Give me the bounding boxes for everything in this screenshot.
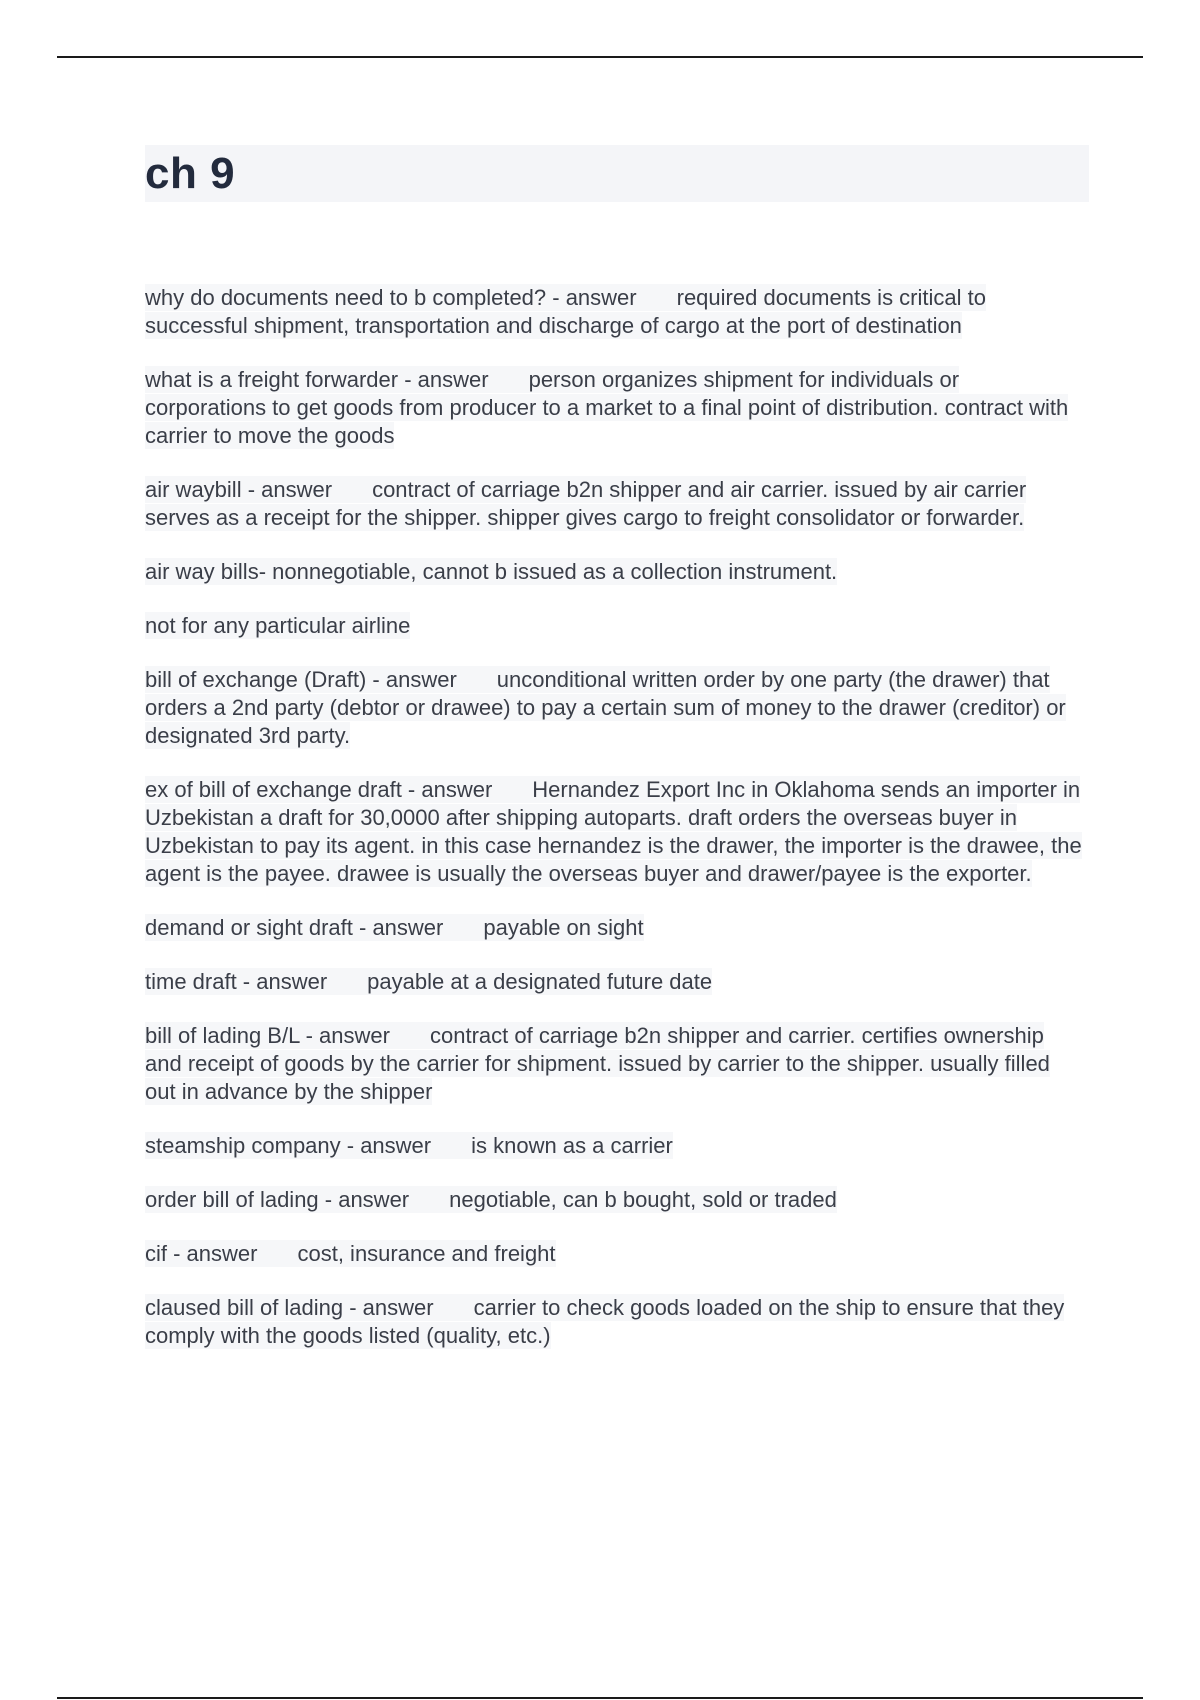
card-definition: contract of carriage b2n shipper and air carrier. issued by air carrier serves as a receipt for the shipper. shipper gives cargo to freight consolidator or forwarder. [145,477,1027,530]
flashcard-list [145,284,1085,1376]
flashcard [145,558,1085,586]
bottom-rule [57,1697,1143,1699]
card-definition: is known as a carrier [471,1133,673,1158]
card-term: claused bill of lading - answer [145,1295,434,1320]
card-term: order bill of lading - answer [145,1187,410,1212]
card-term: demand or sight draft - answer [145,915,444,940]
card-term: cif - answer [145,1241,258,1266]
flashcard [145,666,1085,750]
flashcard [145,284,1085,340]
flashcard [145,476,1085,532]
card-definition: unconditional written order by one party (the drawer) that orders a 2nd party (debtor or drawee) to pay a certain sum of money to the drawer (creditor) or designated 3rd party. [145,667,1066,748]
flashcard [145,612,1085,640]
page-title: ch 9 [145,149,236,198]
flashcard [145,776,1085,888]
card-term: bill of exchange (Draft) - answer [145,667,457,692]
card-term: air way bills- nonnegotiable, cannot b issued as a collection instrument. [145,559,838,584]
card-definition: carrier to check goods loaded on the ship to ensure that they comply with the goods listed (quality, etc.) [145,1295,1065,1348]
card-definition: payable on sight [483,915,644,940]
flashcard [145,1022,1085,1106]
card-term: ex of bill of exchange draft - answer [145,777,493,802]
card-term: why do documents need to b completed? - answer [145,285,637,310]
card-term: steamship company - answer [145,1133,432,1158]
card-term: time draft - answer [145,969,328,994]
card-definition: payable at a designated future date [367,969,713,994]
card-term: air waybill - answer [145,477,333,502]
card-definition: required documents is critical to successful shipment, transportation and discharge of cargo at the port of destination [145,285,986,338]
flashcard [145,1240,1085,1268]
flashcard [145,968,1085,996]
title-band [145,145,1089,202]
card-definition: contract of carriage b2n shipper and carrier. certifies ownership and receipt of goods by the carrier for shipment. issued by carrier to the shipper. usually filled out in advance by the shipper [145,1023,1050,1104]
flashcard [145,1294,1085,1350]
card-definition: cost, insurance and freight [297,1241,556,1266]
flashcard [145,914,1085,942]
card-definition: Hernandez Export Inc in Oklahoma sends an importer in Uzbekistan a draft for 30,0000 after shipping autoparts. draft orders the overseas buyer in Uzbekistan to pay its agent. in this case hernandez is the drawer, the importer is the drawee, the agent is the payee. drawee is usually the overseas buyer and drawer/payee is the exporter. [145,777,1082,886]
card-definition: negotiable, can b bought, sold or traded [449,1187,837,1212]
card-term: bill of lading B/L - answer [145,1023,390,1048]
flashcard [145,1186,1085,1214]
flashcard [145,366,1085,450]
top-rule [57,56,1143,58]
card-term: not for any particular airline [145,613,411,638]
card-term: what is a freight forwarder - answer [145,367,489,392]
card-definition: person organizes shipment for individuals or corporations to get goods from producer to a market to a final point of distribution. contract with carrier to move the goods [145,367,1069,448]
flashcard [145,1132,1085,1160]
